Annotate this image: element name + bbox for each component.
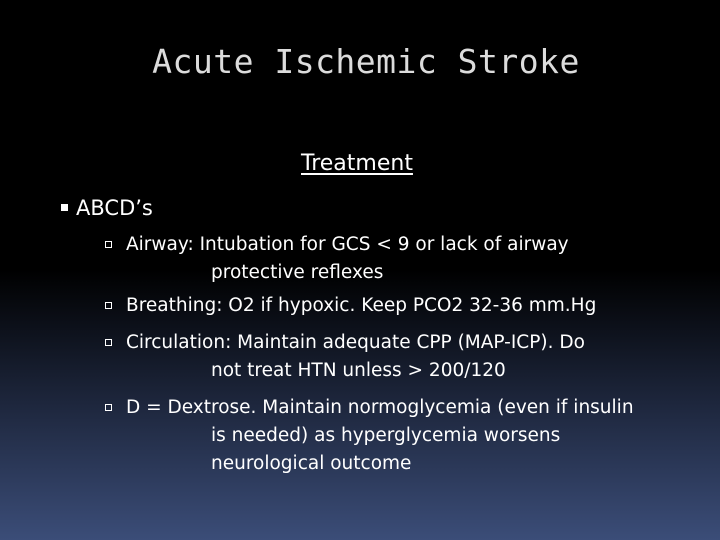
sub-bullet-dextrose: [126, 394, 696, 478]
slide-title: Acute Ischemic Stroke: [152, 42, 580, 81]
bullet-line: Circulation: Maintain adequate CPP (MAP-ICP). Do: [126, 332, 585, 353]
hollow-square-bullet-icon: [105, 404, 112, 411]
bullet-line: neurological outcome: [211, 453, 412, 474]
bullet-line: is needed) as hyperglycemia worsens: [211, 425, 561, 446]
bullet-line: Breathing: O2 if hypoxic. Keep PCO2 32-36 mm.Hg: [126, 295, 597, 316]
bullet-abcds-label: ABCD’s: [76, 196, 153, 220]
hollow-square-bullet-icon: [105, 339, 112, 346]
sub-bullet-airway: [126, 231, 696, 287]
sub-bullet-breathing: [126, 292, 696, 320]
bullet-line: Airway: Intubation for GCS < 9 or lack of airway: [126, 234, 569, 255]
bullet-line: D = Dextrose. Maintain normoglycemia (even if insulin: [126, 397, 634, 418]
treatment-heading: Treatment: [301, 151, 413, 176]
bullet-line: not treat HTN unless > 200/120: [211, 360, 506, 381]
sub-bullet-circulation: [126, 329, 696, 385]
hollow-square-bullet-icon: [105, 241, 112, 248]
bullet-abcds: [76, 196, 153, 220]
bullet-line: protective reflexes: [211, 262, 384, 283]
square-bullet-icon: [61, 204, 68, 211]
hollow-square-bullet-icon: [105, 302, 112, 309]
